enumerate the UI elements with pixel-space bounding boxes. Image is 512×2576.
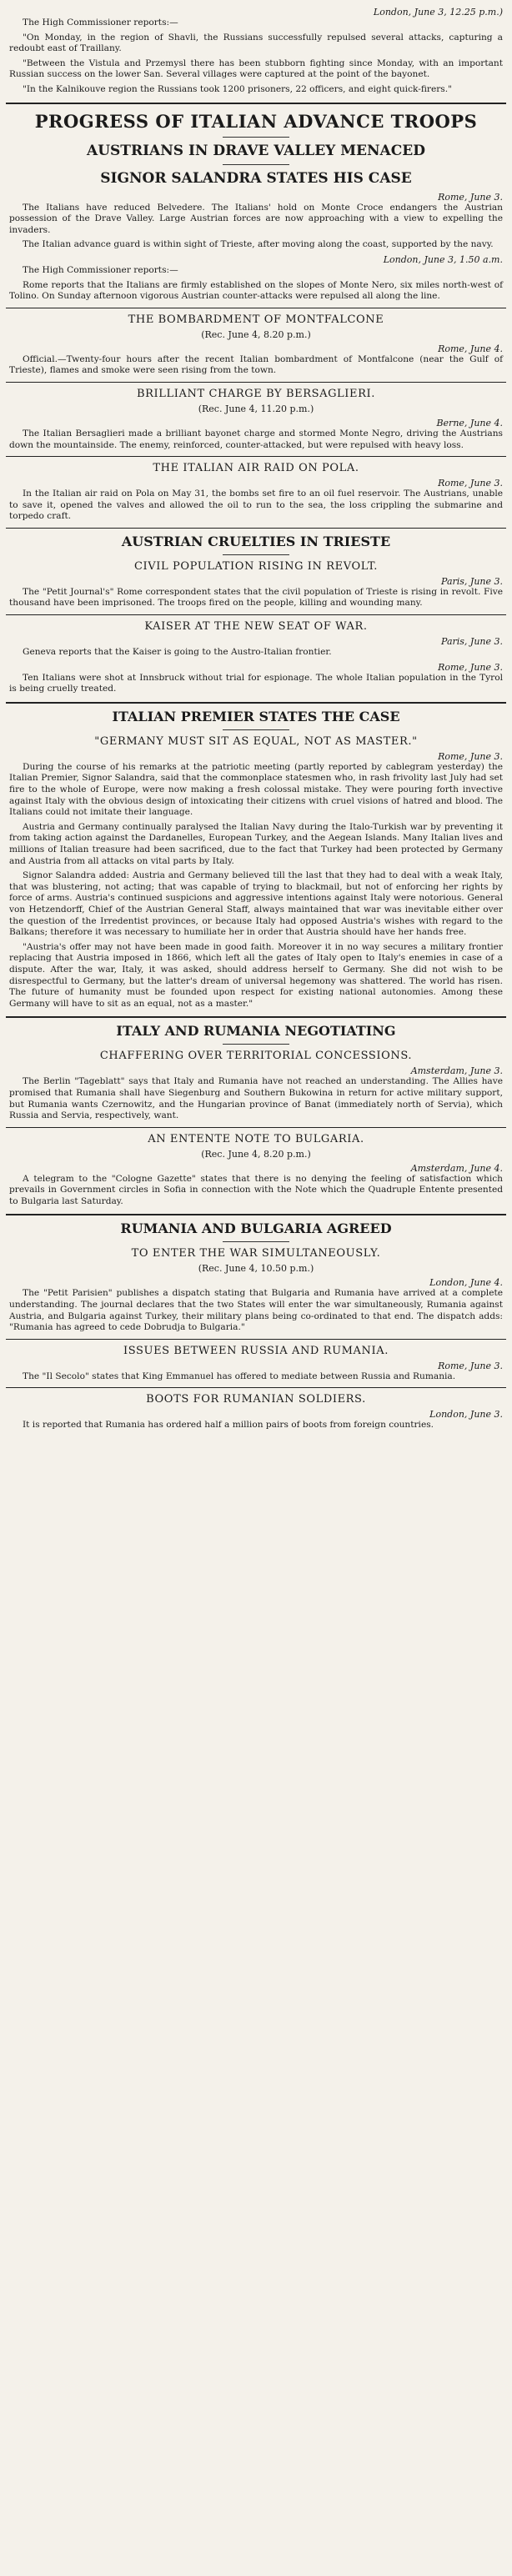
article-heading: THE BOMBARDMENT OF MONTFALCONE xyxy=(128,313,384,326)
divider xyxy=(6,702,506,704)
divider xyxy=(6,1016,506,1018)
article-subheading: TO ENTER THE WAR SIMULTANEOUSLY. xyxy=(131,1247,381,1260)
paragraph: Geneva reports that the Kaiser is going to the Austro-Italian frontier. xyxy=(23,647,332,658)
paragraph: The "Petit Parisien" publishes a dispatch stating that Bulgaria and Rumania have arrived at a complete understanding. The journal declares that the two States will enter the war simultaneously, Rumania against Austria, and Bulgaria against Turkey, their military plans being co-ordinated to that end. The dispatch adds: "Rumania has agreed to cede Dobrudja to Bulgaria." xyxy=(9,1288,503,1333)
paragraph: Rome reports that the Italians are firmly established on the slopes of Monte Nero, six miles north-west of Tolino. On Sunday afternoon vigorous Austrian counter-attacks were repulsed all along the line. xyxy=(9,279,503,302)
divider xyxy=(223,137,289,138)
paragraph: "In the Kalnikouve region the Russians took 1200 prisoners, 22 officers, and eight quick-firers." xyxy=(23,83,452,94)
article-cruelties xyxy=(6,534,506,609)
article-heading: BRILLIANT CHARGE BY BERSAGLIERI. xyxy=(137,387,375,400)
dateline: Rome, June 3. xyxy=(438,750,503,762)
article-pola xyxy=(6,462,506,523)
article-hc-report xyxy=(6,254,506,303)
article-heading: KAISER AT THE NEW SEAT OF WAR. xyxy=(144,620,368,634)
article-entente xyxy=(6,1133,506,1208)
divider xyxy=(6,1339,506,1340)
dateline: Paris, June 3. xyxy=(441,636,503,648)
paragraph: "On Monday, in the region of Shavli, the Russians successfully repulsed several attacks, capturing a redoubt east of Traillany. xyxy=(9,32,503,54)
article-heading: AUSTRIAN CRUELTIES IN TRIESTE xyxy=(121,533,391,549)
divider xyxy=(6,382,506,383)
paragraph: Austria and Germany continually paralysed the Italian Navy during the Italo-Turkish war by preventing it from taking action against the Dardanelles, European Turkey, and the Aegean Islands. Many Italian lives and millions of Italian treasure had been sacrificed, due to the fact that Turkey had been protected by Germany and Austria from all attacks on vital parts by Italy. xyxy=(9,821,503,866)
article-rumania-bulgaria xyxy=(6,1220,506,1333)
received-time: (Rec. June 4, 10.50 p.m.) xyxy=(198,1263,314,1275)
paragraph: "Between the Vistula and Przemysl there has been stubborn fighting since Monday, with an important Russian success on the lower San. Several villages were captured at the point of the bayonet. xyxy=(9,58,503,80)
paragraph: Official.—Twenty-four hours after the recent Italian bombardment of Montfalcone (near the Gulf of Trieste), flames and smoke were seen rising from the town. xyxy=(9,353,503,376)
dateline: London, June 3, 1.50 a.m. xyxy=(383,253,503,265)
divider xyxy=(6,614,506,615)
divider xyxy=(6,103,506,104)
paragraph: The High Commissioner reports:— xyxy=(23,18,178,28)
article-heading: RUMANIA AND BULGARIA AGREED xyxy=(120,1220,392,1237)
article-heading: BOOTS FOR RUMANIAN SOLDIERS. xyxy=(146,1393,366,1406)
dateline: Amsterdam, June 3. xyxy=(410,1065,503,1077)
paragraph: A telegram to the "Cologne Gazette" states that there is no denying the feeling of satisfaction which prevails in Government circles in Sofia in connection with the Note which the Quadruple Entente presented to Bulgaria last Saturday. xyxy=(9,1173,503,1206)
dateline: Rome, June 4. xyxy=(438,343,503,354)
paragraph: During the course of his remarks at the patriotic meeting (partly reported by cablegram yesterday) the Italian Premier, Signor Salandra, said that the commonplace statesmen who, in rash frivolity last July had set fire to the whole of Europe, were now making a fresh colossal mistake. They were pouring forth invective against Italy with the obvious design of intoxicating their citizens with cruel visions of hatred and blood. The Italians could not imitate their language. xyxy=(9,761,503,818)
paragraph: The High Commissioner reports:— xyxy=(23,264,178,275)
dateline: Rome, June 3. xyxy=(438,478,503,489)
divider xyxy=(6,456,506,457)
divider xyxy=(223,554,289,555)
dateline: Rome, June 3. xyxy=(438,1360,503,1371)
paragraph: The Berlin "Tageblatt" says that Italy and Rumania have not reached an understanding. The Allies have promised that Rumania shall have Siegenburg and Southern Bukowina in return for active military support, but Rumania wants Czernowitz, and the Hungarian province of Banat (immediately north of Servia), which Russia and Servia, respectively, want. xyxy=(9,1076,503,1121)
dateline: Rome, June 3. xyxy=(438,191,503,203)
divider xyxy=(6,1214,506,1215)
article-issues xyxy=(6,1345,506,1383)
top-dispatch xyxy=(6,7,506,96)
divider xyxy=(223,1044,289,1045)
newspaper-column xyxy=(6,0,506,1431)
divider xyxy=(6,1127,506,1128)
article-subheading: CIVIL POPULATION RISING IN REVOLT. xyxy=(134,559,378,573)
paragraph: The Italians have reduced Belvedere. The Italians' hold on Monte Croce endangers the Austrian possession of the Drave Valley. Large Austrian forces are now approaching with a view to expelling the invaders. xyxy=(9,202,503,235)
sub-headline: SIGNOR SALANDRA STATES HIS CASE xyxy=(100,169,412,187)
paragraph: Ten Italians were shot at Innsbruck without trial for espionage. The whole Italian population in the Tyrol is being cruelly treated. xyxy=(9,672,503,694)
paragraph: The Italian Bersaglieri made a brilliant bayonet charge and stormed Monte Negro, driving the Austrians down the mountainside. The enemy, reinforced, counter-attacked, but were repulsed with heavy loss. xyxy=(9,428,503,450)
article-bersaglieri xyxy=(6,388,506,451)
dateline: London, June 3. xyxy=(429,1409,503,1421)
article-heading: ITALY AND RUMANIA NEGOTIATING xyxy=(116,1023,396,1040)
article-subheading: CHAFFERING OVER TERRITORIAL CONCESSIONS. xyxy=(99,1050,413,1063)
article-boots xyxy=(6,1393,506,1431)
received-time: (Rec. June 4, 8.20 p.m.) xyxy=(201,328,311,340)
article-premier xyxy=(6,709,506,1010)
received-time: (Rec. June 4, 11.20 p.m.) xyxy=(198,403,314,414)
article-montfalcone xyxy=(6,313,506,377)
received-time: (Rec. June 4, 8.20 p.m.) xyxy=(201,1148,311,1160)
divider xyxy=(223,164,289,165)
main-headline: PROGRESS OF ITALIAN ADVANCE TROOPS xyxy=(34,110,478,132)
dateline: London, June 3, 12.25 p.m.) xyxy=(373,7,503,18)
paragraph: "Austria's offer may not have been made in good faith. Moreover it in no way secures a military frontier replacing that Austria imposed in 1866, which left all the gates of Italy open to Italy's enemies in case of a dispute. After the war, Italy, it was asked, should address herself to Germany. She did not wish to be disrespectful to Germany, but the latter's dream of universal hegemony was shattered. The world has risen. The future of humanity must be founded upon respect for existing national autonomies. Among these Germany will have to sit as an equal, not as a master." xyxy=(9,941,503,1009)
paragraph: The Italian advance guard is within sight of Trieste, after moving along the coast, supported by the navy. xyxy=(23,239,494,250)
article-kaiser xyxy=(6,620,506,695)
article-heading: ITALIAN PREMIER STATES THE CASE xyxy=(112,708,400,724)
dateline: London, June 4. xyxy=(429,1277,503,1289)
paragraph: The "Il Secolo" states that King Emmanuel has offered to mediate between Russia and Rumania. xyxy=(23,1371,456,1381)
divider xyxy=(6,528,506,529)
paragraph: In the Italian air raid on Pola on May 31, the bombs set fire to an oil fuel reservoir. The Austrians, unable to save it, opened the valves and allowed the oil to run to the sea, the loss crippling the submarine and torpedo craft. xyxy=(9,489,503,522)
divider xyxy=(223,729,289,730)
article-belvedere xyxy=(6,192,506,251)
dateline: Berne, June 4. xyxy=(436,417,503,428)
divider xyxy=(223,1241,289,1242)
dateline: Amsterdam, June 4. xyxy=(410,1162,503,1174)
dateline: Paris, June 3. xyxy=(441,575,503,587)
article-heading: ISSUES BETWEEN RUSSIA AND RUMANIA. xyxy=(123,1344,389,1357)
paragraph: Signor Salandra added: Austria and Germany believed till the last that they had to deal with a weak Italy, that was blustering, not acting; that was capable of trying to blackmail, but not of enforcing her rights by force of arms. Austria's continued suspicions and aggressive intentions against Italy were notorious. General von Hetzendorff, Chief of the Austrian General Staff, always maintained that war was inevitable either over the question of the Irredentist provinces, or because Italy had opposed Austria's wishes with regard to the Balkans; therefore it was necessary to humiliate her in order that Austria should have her hands free. xyxy=(9,870,503,938)
divider xyxy=(6,1387,506,1388)
article-rumania xyxy=(6,1023,506,1121)
article-subheading: "GERMANY MUST SIT AS EQUAL, NOT AS MASTER." xyxy=(94,734,418,748)
paragraph: The "Petit Journal's" Rome correspondent states that the civil population of Trieste is rising in revolt. Five thousand have been imprisoned. The troops fired on the people, killing and wounding many. xyxy=(9,586,503,609)
article-heading: THE ITALIAN AIR RAID ON POLA. xyxy=(153,462,359,475)
paragraph: It is reported that Rumania has ordered half a million pairs of boots from foreign countries. xyxy=(23,1420,434,1431)
sub-headline: AUSTRIANS IN DRAVE VALLEY MENACED xyxy=(87,142,425,159)
dateline: Rome, June 3. xyxy=(438,661,503,673)
article-heading: AN ENTENTE NOTE TO BULGARIA. xyxy=(148,1132,364,1145)
